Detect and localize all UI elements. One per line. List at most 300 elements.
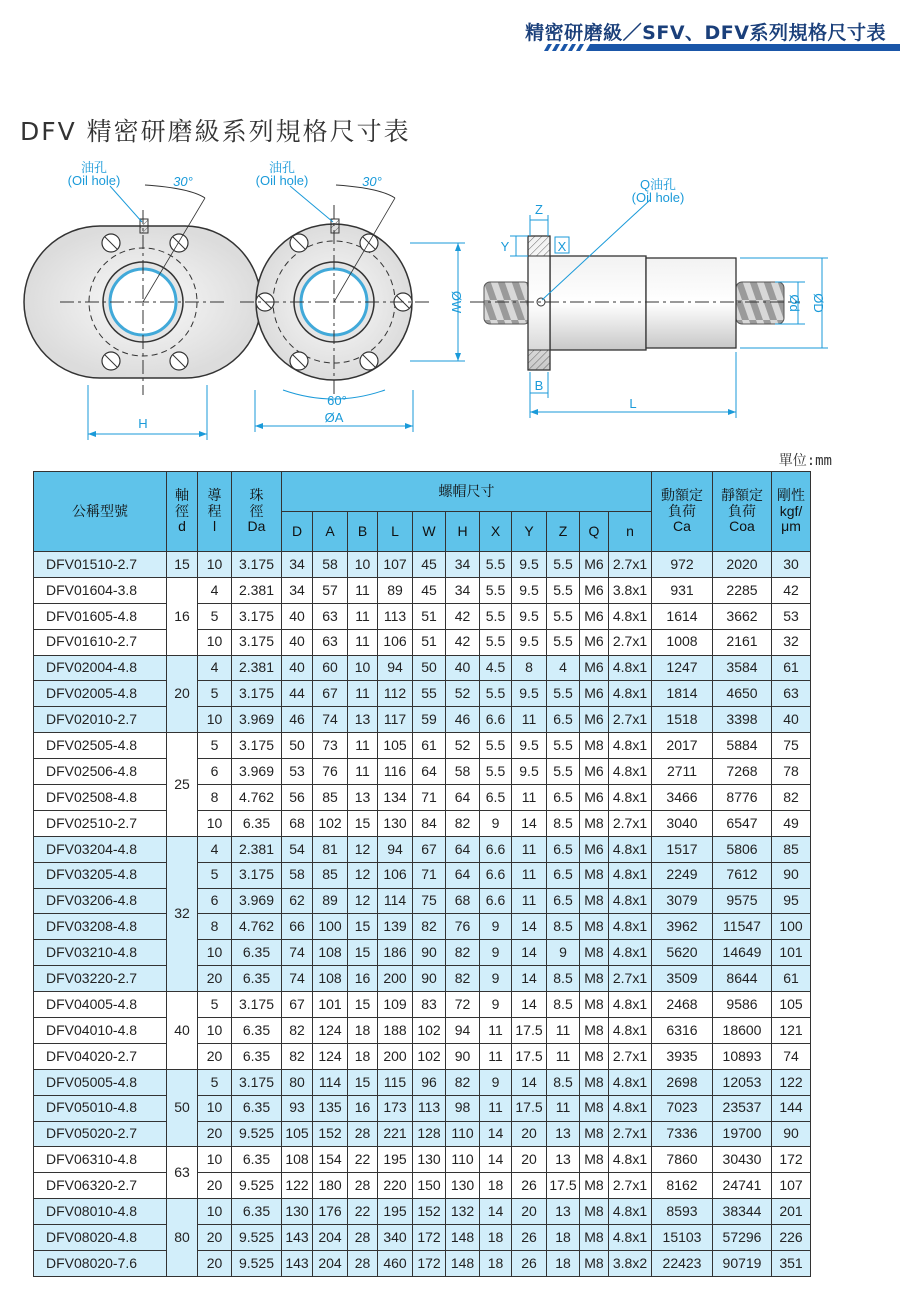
value-cell: 121 bbox=[772, 1018, 811, 1044]
value-cell: 108 bbox=[282, 1147, 313, 1173]
value-cell: 5884 bbox=[713, 733, 772, 759]
value-cell: 201 bbox=[772, 1199, 811, 1225]
table-row bbox=[34, 836, 811, 862]
value-cell: 4.8x1 bbox=[609, 992, 652, 1018]
table-row bbox=[34, 862, 811, 888]
header-stripe-bar bbox=[542, 44, 900, 51]
value-cell: 6.35 bbox=[232, 1199, 282, 1225]
value-cell: 128 bbox=[413, 1121, 446, 1147]
value-cell: 130 bbox=[282, 1199, 313, 1225]
value-cell: 61 bbox=[413, 733, 446, 759]
value-cell: 12 bbox=[348, 862, 378, 888]
oil-hole-label-1: 油孔 bbox=[80, 160, 108, 175]
value-cell: 1517 bbox=[652, 836, 713, 862]
value-cell: 6.6 bbox=[480, 888, 512, 914]
value-cell: M8 bbox=[580, 1121, 609, 1147]
value-cell: 94 bbox=[446, 1018, 480, 1044]
value-cell: 5.5 bbox=[480, 629, 512, 655]
value-cell: 9 bbox=[480, 914, 512, 940]
value-cell: 9.5 bbox=[512, 603, 547, 629]
header-nut-col: H bbox=[446, 512, 480, 552]
value-cell: 11 bbox=[348, 759, 378, 785]
value-cell: 6.35 bbox=[232, 810, 282, 836]
value-cell: 40 bbox=[446, 655, 480, 681]
value-cell: 11 bbox=[348, 603, 378, 629]
angle-30-label-1: 30° bbox=[173, 174, 193, 189]
value-cell: 5.5 bbox=[547, 759, 580, 785]
value-cell: 10 bbox=[198, 1147, 232, 1173]
value-cell: 42 bbox=[446, 629, 480, 655]
angle-60-label: 60° bbox=[327, 393, 347, 408]
value-cell: 20 bbox=[198, 1225, 232, 1251]
value-cell: 59 bbox=[413, 707, 446, 733]
value-cell: 9.5 bbox=[512, 577, 547, 603]
value-cell: 56 bbox=[282, 785, 313, 811]
value-cell: 75 bbox=[413, 888, 446, 914]
value-cell: 152 bbox=[413, 1199, 446, 1225]
value-cell: 460 bbox=[378, 1251, 413, 1277]
value-cell: 63 bbox=[772, 681, 811, 707]
value-cell: 23537 bbox=[713, 1095, 772, 1121]
value-cell: 115 bbox=[378, 1069, 413, 1095]
value-cell: M8 bbox=[580, 1043, 609, 1069]
value-cell: 10 bbox=[198, 629, 232, 655]
value-cell: 11 bbox=[547, 1043, 580, 1069]
dim-a-label: ØA bbox=[324, 410, 344, 425]
model-cell: DFV04005-4.8 bbox=[34, 992, 167, 1018]
value-cell: 8 bbox=[198, 914, 232, 940]
value-cell: 84 bbox=[413, 810, 446, 836]
value-cell: 4.8x1 bbox=[609, 836, 652, 862]
value-cell: 9.5 bbox=[512, 733, 547, 759]
value-cell: 6.6 bbox=[480, 836, 512, 862]
shaft-diameter-cell: 25 bbox=[167, 733, 198, 837]
value-cell: 18 bbox=[547, 1225, 580, 1251]
value-cell: 10 bbox=[348, 552, 378, 578]
value-cell: 28 bbox=[348, 1173, 378, 1199]
value-cell: 34 bbox=[446, 552, 480, 578]
value-cell: 6.5 bbox=[547, 862, 580, 888]
value-cell: 9586 bbox=[713, 992, 772, 1018]
model-cell: DFV06320-2.7 bbox=[34, 1173, 167, 1199]
value-cell: 28 bbox=[348, 1121, 378, 1147]
value-cell: 18600 bbox=[713, 1018, 772, 1044]
value-cell: 2.381 bbox=[232, 577, 282, 603]
shaft-diameter-cell: 20 bbox=[167, 655, 198, 733]
value-cell: M8 bbox=[580, 1199, 609, 1225]
value-cell: 6.5 bbox=[547, 836, 580, 862]
header-nut-col: Y bbox=[512, 512, 547, 552]
value-cell: 101 bbox=[313, 992, 348, 1018]
value-cell: 4 bbox=[198, 655, 232, 681]
model-cell: DFV02005-4.8 bbox=[34, 681, 167, 707]
dim-z-label: Z bbox=[535, 202, 543, 217]
value-cell: 14 bbox=[512, 810, 547, 836]
value-cell: 18 bbox=[348, 1043, 378, 1069]
value-cell: 6.35 bbox=[232, 966, 282, 992]
value-cell: 10 bbox=[348, 655, 378, 681]
value-cell: 5.5 bbox=[480, 759, 512, 785]
value-cell: 4 bbox=[547, 655, 580, 681]
value-cell: 9.525 bbox=[232, 1225, 282, 1251]
value-cell: 9 bbox=[480, 810, 512, 836]
value-cell: 5 bbox=[198, 733, 232, 759]
value-cell: 18 bbox=[480, 1173, 512, 1199]
value-cell: 78 bbox=[772, 759, 811, 785]
value-cell: 9.525 bbox=[232, 1173, 282, 1199]
value-cell: 11 bbox=[547, 1018, 580, 1044]
oil-hole-label-2: 油孔 bbox=[268, 160, 296, 175]
value-cell: 107 bbox=[378, 552, 413, 578]
value-cell: 17.5 bbox=[547, 1173, 580, 1199]
value-cell: 112 bbox=[378, 681, 413, 707]
value-cell: 2.381 bbox=[232, 655, 282, 681]
dim-d-large-label: ØD bbox=[811, 293, 826, 313]
value-cell: 6.35 bbox=[232, 1095, 282, 1121]
value-cell: 139 bbox=[378, 914, 413, 940]
value-cell: 9.5 bbox=[512, 681, 547, 707]
value-cell: 13 bbox=[547, 1199, 580, 1225]
value-cell: 2.7x1 bbox=[609, 810, 652, 836]
value-cell: 102 bbox=[413, 1043, 446, 1069]
table-row bbox=[34, 888, 811, 914]
table-row bbox=[34, 1225, 811, 1251]
model-cell: DFV05010-4.8 bbox=[34, 1095, 167, 1121]
value-cell: 15 bbox=[348, 992, 378, 1018]
value-cell: 26 bbox=[512, 1251, 547, 1277]
value-cell: 113 bbox=[378, 603, 413, 629]
value-cell: 9 bbox=[480, 940, 512, 966]
value-cell: 82 bbox=[446, 966, 480, 992]
value-cell: M8 bbox=[580, 733, 609, 759]
value-cell: 11547 bbox=[713, 914, 772, 940]
value-cell: 4.8x1 bbox=[609, 1147, 652, 1173]
header-coa: 靜額定 負荷 Coa bbox=[713, 472, 772, 552]
value-cell: 4.5 bbox=[480, 655, 512, 681]
value-cell: 11 bbox=[348, 629, 378, 655]
value-cell: M8 bbox=[580, 1069, 609, 1095]
value-cell: 195 bbox=[378, 1199, 413, 1225]
value-cell: 18 bbox=[480, 1225, 512, 1251]
value-cell: 11 bbox=[547, 1095, 580, 1121]
value-cell: 5.5 bbox=[480, 552, 512, 578]
oil-hole-en-label-1: (Oil hole) bbox=[67, 173, 121, 188]
value-cell: 124 bbox=[313, 1043, 348, 1069]
table-row bbox=[34, 992, 811, 1018]
value-cell: 105 bbox=[282, 1121, 313, 1147]
value-cell: M6 bbox=[580, 655, 609, 681]
value-cell: 90 bbox=[446, 1043, 480, 1069]
shaft-diameter-cell: 15 bbox=[167, 552, 198, 578]
value-cell: 83 bbox=[413, 992, 446, 1018]
value-cell: 14 bbox=[512, 940, 547, 966]
value-cell: 3079 bbox=[652, 888, 713, 914]
table-row bbox=[34, 1095, 811, 1121]
dim-l-label: L bbox=[629, 396, 637, 411]
value-cell: 3.969 bbox=[232, 707, 282, 733]
value-cell: 58 bbox=[282, 862, 313, 888]
value-cell: 20 bbox=[198, 1251, 232, 1277]
table-row bbox=[34, 940, 811, 966]
value-cell: 51 bbox=[413, 603, 446, 629]
value-cell: 4.8x1 bbox=[609, 785, 652, 811]
value-cell: 132 bbox=[446, 1199, 480, 1225]
value-cell: 8 bbox=[512, 655, 547, 681]
value-cell: 5.5 bbox=[480, 733, 512, 759]
value-cell: 4650 bbox=[713, 681, 772, 707]
value-cell: 40 bbox=[282, 603, 313, 629]
value-cell: 154 bbox=[313, 1147, 348, 1173]
value-cell: 5 bbox=[198, 992, 232, 1018]
value-cell: 4.8x1 bbox=[609, 681, 652, 707]
flange-round-view bbox=[240, 185, 465, 432]
value-cell: 45 bbox=[413, 552, 446, 578]
value-cell: 64 bbox=[446, 836, 480, 862]
value-cell: 5.5 bbox=[480, 681, 512, 707]
value-cell: 42 bbox=[772, 577, 811, 603]
value-cell: 6.6 bbox=[480, 707, 512, 733]
value-cell: 101 bbox=[772, 940, 811, 966]
value-cell: 2468 bbox=[652, 992, 713, 1018]
value-cell: 150 bbox=[413, 1173, 446, 1199]
model-cell: DFV08020-4.8 bbox=[34, 1225, 167, 1251]
value-cell: 13 bbox=[348, 785, 378, 811]
value-cell: 7336 bbox=[652, 1121, 713, 1147]
value-cell: 2.7x1 bbox=[609, 707, 652, 733]
value-cell: 82 bbox=[446, 810, 480, 836]
value-cell: 14 bbox=[480, 1199, 512, 1225]
model-cell: DFV05020-2.7 bbox=[34, 1121, 167, 1147]
value-cell: 20 bbox=[512, 1147, 547, 1173]
value-cell: 5 bbox=[198, 1069, 232, 1095]
value-cell: 188 bbox=[378, 1018, 413, 1044]
header-ca: 動額定 負荷 Ca bbox=[652, 472, 713, 552]
table-row bbox=[34, 914, 811, 940]
value-cell: 18 bbox=[547, 1251, 580, 1277]
dim-b-label: B bbox=[534, 378, 544, 393]
value-cell: 28 bbox=[348, 1251, 378, 1277]
value-cell: 8644 bbox=[713, 966, 772, 992]
value-cell: 9 bbox=[480, 992, 512, 1018]
value-cell: 52 bbox=[446, 681, 480, 707]
value-cell: 4.8x1 bbox=[609, 940, 652, 966]
value-cell: 26 bbox=[512, 1173, 547, 1199]
value-cell: 9 bbox=[480, 1069, 512, 1095]
shaft-diameter-cell: 80 bbox=[167, 1199, 198, 1277]
value-cell: 30 bbox=[772, 552, 811, 578]
value-cell: 5806 bbox=[713, 836, 772, 862]
value-cell: 7860 bbox=[652, 1147, 713, 1173]
value-cell: 90 bbox=[413, 966, 446, 992]
value-cell: 3.8x2 bbox=[609, 1251, 652, 1277]
technical-drawings bbox=[0, 150, 900, 440]
value-cell: 3509 bbox=[652, 966, 713, 992]
value-cell: 90719 bbox=[713, 1251, 772, 1277]
value-cell: M6 bbox=[580, 707, 609, 733]
value-cell: 1614 bbox=[652, 603, 713, 629]
value-cell: 3.175 bbox=[232, 862, 282, 888]
value-cell: 12 bbox=[348, 836, 378, 862]
value-cell: 13 bbox=[547, 1147, 580, 1173]
page-title: DFV 精密研磨級系列規格尺寸表 bbox=[20, 117, 411, 146]
value-cell: 9.5 bbox=[512, 759, 547, 785]
value-cell: 1008 bbox=[652, 629, 713, 655]
value-cell: 3.175 bbox=[232, 681, 282, 707]
table-row bbox=[34, 681, 811, 707]
value-cell: 58 bbox=[313, 552, 348, 578]
value-cell: 75 bbox=[772, 733, 811, 759]
dim-h-label: H bbox=[138, 416, 148, 431]
value-cell: 3040 bbox=[652, 810, 713, 836]
value-cell: 7023 bbox=[652, 1095, 713, 1121]
value-cell: 3.175 bbox=[232, 733, 282, 759]
value-cell: 68 bbox=[282, 810, 313, 836]
header-shaft: 軸 徑 d bbox=[167, 472, 198, 552]
value-cell: 85 bbox=[772, 836, 811, 862]
table-row bbox=[34, 1018, 811, 1044]
q-oil-hole-label: Q油孔 bbox=[639, 177, 677, 192]
value-cell: 2020 bbox=[713, 552, 772, 578]
value-cell: 20 bbox=[512, 1199, 547, 1225]
value-cell: 22 bbox=[348, 1147, 378, 1173]
value-cell: 4.8x1 bbox=[609, 1199, 652, 1225]
value-cell: 80 bbox=[282, 1069, 313, 1095]
value-cell: 61 bbox=[772, 966, 811, 992]
value-cell: 85 bbox=[313, 862, 348, 888]
value-cell: 11 bbox=[480, 1018, 512, 1044]
dim-w-label: ØW bbox=[449, 290, 464, 314]
model-cell: DFV02506-4.8 bbox=[34, 759, 167, 785]
value-cell: 20 bbox=[198, 1173, 232, 1199]
value-cell: 64 bbox=[446, 785, 480, 811]
value-cell: 172 bbox=[772, 1147, 811, 1173]
model-cell: DFV02510-2.7 bbox=[34, 810, 167, 836]
value-cell: 972 bbox=[652, 552, 713, 578]
value-cell: 102 bbox=[313, 810, 348, 836]
value-cell: 15 bbox=[348, 914, 378, 940]
value-cell: 14 bbox=[480, 1147, 512, 1173]
value-cell: 9.525 bbox=[232, 1251, 282, 1277]
value-cell: 50 bbox=[413, 655, 446, 681]
header-nut: 螺帽尺寸 bbox=[282, 472, 652, 512]
value-cell: 2.7x1 bbox=[609, 1121, 652, 1147]
nut-side-view bbox=[470, 200, 828, 418]
value-cell: 204 bbox=[313, 1251, 348, 1277]
model-cell: DFV02508-4.8 bbox=[34, 785, 167, 811]
value-cell: 200 bbox=[378, 966, 413, 992]
model-cell: DFV03210-4.8 bbox=[34, 940, 167, 966]
value-cell: 5.5 bbox=[547, 603, 580, 629]
value-cell: 9575 bbox=[713, 888, 772, 914]
value-cell: 122 bbox=[772, 1069, 811, 1095]
value-cell: M8 bbox=[580, 1225, 609, 1251]
value-cell: 90 bbox=[772, 1121, 811, 1147]
value-cell: 2.381 bbox=[232, 836, 282, 862]
value-cell: 2698 bbox=[652, 1069, 713, 1095]
table-row bbox=[34, 707, 811, 733]
value-cell: 180 bbox=[313, 1173, 348, 1199]
value-cell: 50 bbox=[282, 733, 313, 759]
value-cell: 18 bbox=[348, 1018, 378, 1044]
value-cell: 82 bbox=[282, 1018, 313, 1044]
value-cell: M6 bbox=[580, 603, 609, 629]
shaft-diameter-cell: 16 bbox=[167, 577, 198, 655]
value-cell: M8 bbox=[580, 1018, 609, 1044]
shaft-diameter-cell: 50 bbox=[167, 1069, 198, 1147]
model-cell: DFV02004-4.8 bbox=[34, 655, 167, 681]
table-row bbox=[34, 1173, 811, 1199]
value-cell: 1247 bbox=[652, 655, 713, 681]
table-row bbox=[34, 603, 811, 629]
spec-table-body bbox=[34, 552, 811, 1277]
value-cell: 8.5 bbox=[547, 914, 580, 940]
value-cell: 2249 bbox=[652, 862, 713, 888]
model-cell: DFV02010-2.7 bbox=[34, 707, 167, 733]
table-row bbox=[34, 1069, 811, 1095]
value-cell: 14 bbox=[512, 1069, 547, 1095]
model-cell: DFV01610-2.7 bbox=[34, 629, 167, 655]
value-cell: 106 bbox=[378, 629, 413, 655]
value-cell: 107 bbox=[772, 1173, 811, 1199]
value-cell: 148 bbox=[446, 1251, 480, 1277]
header-nut-col: L bbox=[378, 512, 413, 552]
header-nut-col: B bbox=[348, 512, 378, 552]
value-cell: M6 bbox=[580, 759, 609, 785]
value-cell: 40 bbox=[282, 629, 313, 655]
value-cell: 82 bbox=[282, 1043, 313, 1069]
shaft-diameter-cell: 32 bbox=[167, 836, 198, 991]
table-row bbox=[34, 733, 811, 759]
flange-flat-view bbox=[24, 185, 261, 440]
header-nut-col: X bbox=[480, 512, 512, 552]
value-cell: 7612 bbox=[713, 862, 772, 888]
value-cell: 74 bbox=[282, 940, 313, 966]
value-cell: 96 bbox=[413, 1069, 446, 1095]
value-cell: 172 bbox=[413, 1251, 446, 1277]
value-cell: 15 bbox=[348, 1069, 378, 1095]
value-cell: 9 bbox=[480, 966, 512, 992]
header-title: 精密研磨級／SFV、DFV系列規格尺寸表 bbox=[525, 22, 886, 44]
value-cell: 82 bbox=[446, 1069, 480, 1095]
value-cell: 40 bbox=[282, 655, 313, 681]
value-cell: 12 bbox=[348, 888, 378, 914]
value-cell: 5.5 bbox=[547, 552, 580, 578]
value-cell: 34 bbox=[282, 577, 313, 603]
value-cell: M6 bbox=[580, 552, 609, 578]
value-cell: 32 bbox=[772, 629, 811, 655]
value-cell: 114 bbox=[313, 1069, 348, 1095]
value-cell: 64 bbox=[446, 862, 480, 888]
header-nut-col: Z bbox=[547, 512, 580, 552]
value-cell: 130 bbox=[446, 1173, 480, 1199]
value-cell: 4.762 bbox=[232, 914, 282, 940]
value-cell: 109 bbox=[378, 992, 413, 1018]
header-model: 公稱型號 bbox=[34, 472, 167, 552]
value-cell: 53 bbox=[772, 603, 811, 629]
value-cell: 64 bbox=[413, 759, 446, 785]
value-cell: 10893 bbox=[713, 1043, 772, 1069]
dim-x-label: X bbox=[557, 239, 567, 254]
model-cell: DFV02505-4.8 bbox=[34, 733, 167, 759]
model-cell: DFV01604-3.8 bbox=[34, 577, 167, 603]
value-cell: 74 bbox=[282, 966, 313, 992]
value-cell: 6 bbox=[198, 759, 232, 785]
value-cell: 13 bbox=[547, 1121, 580, 1147]
value-cell: 14649 bbox=[713, 940, 772, 966]
value-cell: 8.5 bbox=[547, 1069, 580, 1095]
value-cell: 71 bbox=[413, 862, 446, 888]
value-cell: 11 bbox=[512, 888, 547, 914]
